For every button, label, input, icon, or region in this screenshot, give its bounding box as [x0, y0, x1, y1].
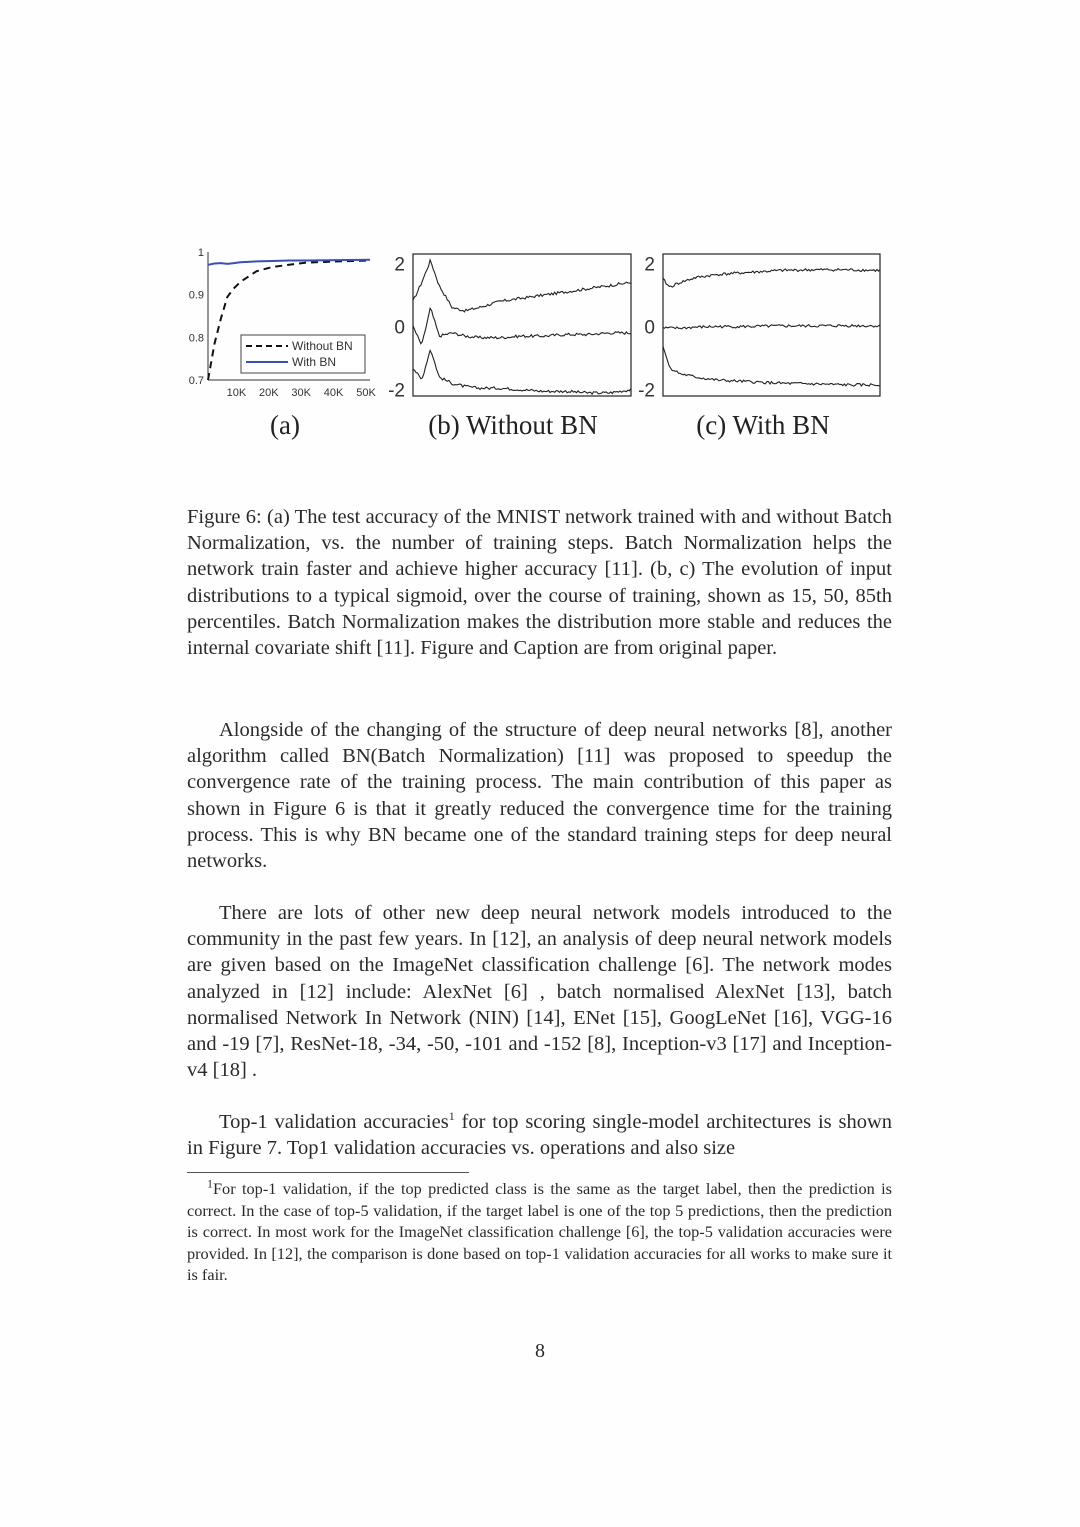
figure-6: [170, 240, 890, 450]
caption-text: Figure 6: (a) The test accuracy of the MNIST network trained with and without Batch Normalization, vs. the number of training steps. Batch Normalization helps the network train faster and achieve higher accuracy [11]. (b, c) The evolution of input distributions to a typical sigmoid, over the course of training, shown as 15, 50, 85th percentiles. Batch Normalization makes the distribution more stable and reduces the internal covariate shift [11]. Figure and Caption are from original paper.: [187, 506, 892, 660]
panel-b-ytick-label: 2: [394, 254, 405, 276]
panel-c-series-85th-percentile: [663, 269, 880, 288]
panel-b-series-50th-percentile: [413, 308, 631, 343]
panel-a-xtick-label: 50K: [356, 387, 376, 399]
panel-a-xtick-label: 40K: [323, 387, 344, 399]
page-number: 8: [535, 1340, 545, 1362]
footnote-reference[interactable]: 1: [448, 1109, 455, 1124]
paragraph-3-end: for top scoring single-model architectures is shown in Figure 7. Top1 validation accuracies vs. operations and also size: [187, 1111, 892, 1160]
footnote: [187, 1178, 892, 1286]
panel-c-ytick-label: -2: [638, 380, 655, 402]
panel-a-xtick-label: 30K: [291, 387, 311, 399]
subcaption-c: (c) With BN: [696, 410, 830, 440]
panel-a-xtick-label: 10K: [226, 387, 247, 399]
panel-a-ytick-label: 0.8: [188, 332, 204, 345]
panel-a-xtick-label: 20K: [259, 387, 279, 399]
panel-b-series-15th-percentile: [413, 351, 631, 395]
legend-label-with-bn: With BN: [292, 355, 337, 369]
legend-label-without-bn: Without BN: [292, 339, 353, 353]
panel-c-ytick-label: 2: [644, 254, 655, 276]
panel-b-frame: [413, 254, 631, 396]
paragraph-2: [187, 900, 892, 1083]
panel-a-legend: [241, 335, 365, 373]
panel-b-series-85th-percentile: [413, 260, 631, 312]
panel-c-series-50th-percentile: [663, 325, 880, 329]
panel-c-series-15th-percentile: [663, 347, 880, 387]
footnote-rule: [187, 1172, 469, 1173]
subcaption-b: (b) Without BN: [428, 410, 598, 440]
panel-a-ytick-label: 1: [197, 247, 204, 259]
paragraph-2-text: There are lots of other new deep neural network models introduced to the community in the past few years. In [12], an analysis of deep neural network models are given based on the ImageNet classification challenge [6]. The network modes analyzed in [12] include: AlexNet [6] , batch normalised AlexNet [13], batch normalised Network In Network (NIN) [14], ENet [15], GoogLeNet [16], VGG-16 and -19 [7], ResNet-18, -34, -50, -101 and -152 [8], Inception-v3 [17] and Inception-v4 [18] .: [187, 902, 892, 1082]
paragraph-3-text: [187, 1109, 892, 1161]
panel-c: [638, 254, 880, 402]
paragraph-1: [187, 717, 892, 874]
figure-caption: [187, 504, 892, 661]
footnote-body: For top-1 validation, if the top predicted class is the same as the target label, then the prediction is correct. In the case of top-5 validation, if the target label is one of the top 5 predictions, then the prediction is correct. In most work for the ImageNet classification challenge [6], the top-5 validation accuracies were provided. In [12], the comparison is done based on top-1 validation accuracies for all works to make sure it is fair.: [187, 1179, 892, 1285]
panel-b-ytick-label: -2: [388, 380, 405, 402]
panel-b-ytick-label: 0: [394, 317, 405, 339]
figure-6-svg: [170, 240, 890, 450]
panel-c-ytick-label: 0: [644, 317, 655, 339]
panel-a-ytick-label: 0.7: [188, 375, 204, 387]
paragraph-1-text: Alongside of the changing of the structure of deep neural networks [8], another algorithm called BN(Batch Normalization) [11] was proposed to speedup the convergence rate of the training process. The main contribution of this paper as shown in Figure 6 is that it greatly reduced the convergence time for the training process. This is why BN became one of the standard training steps for deep neural networks.: [187, 719, 892, 873]
panel-a-ytick-label: 0.9: [188, 289, 204, 302]
subcaption-a: (a): [270, 410, 300, 440]
footnote-text: [187, 1178, 892, 1286]
footnote-mark: 1: [207, 1176, 213, 1191]
paragraph-3: [187, 1109, 892, 1161]
paragraph-3-start: Top-1 validation accuracies: [219, 1111, 449, 1133]
panel-a: [189, 247, 377, 399]
panel-b: [388, 254, 631, 402]
